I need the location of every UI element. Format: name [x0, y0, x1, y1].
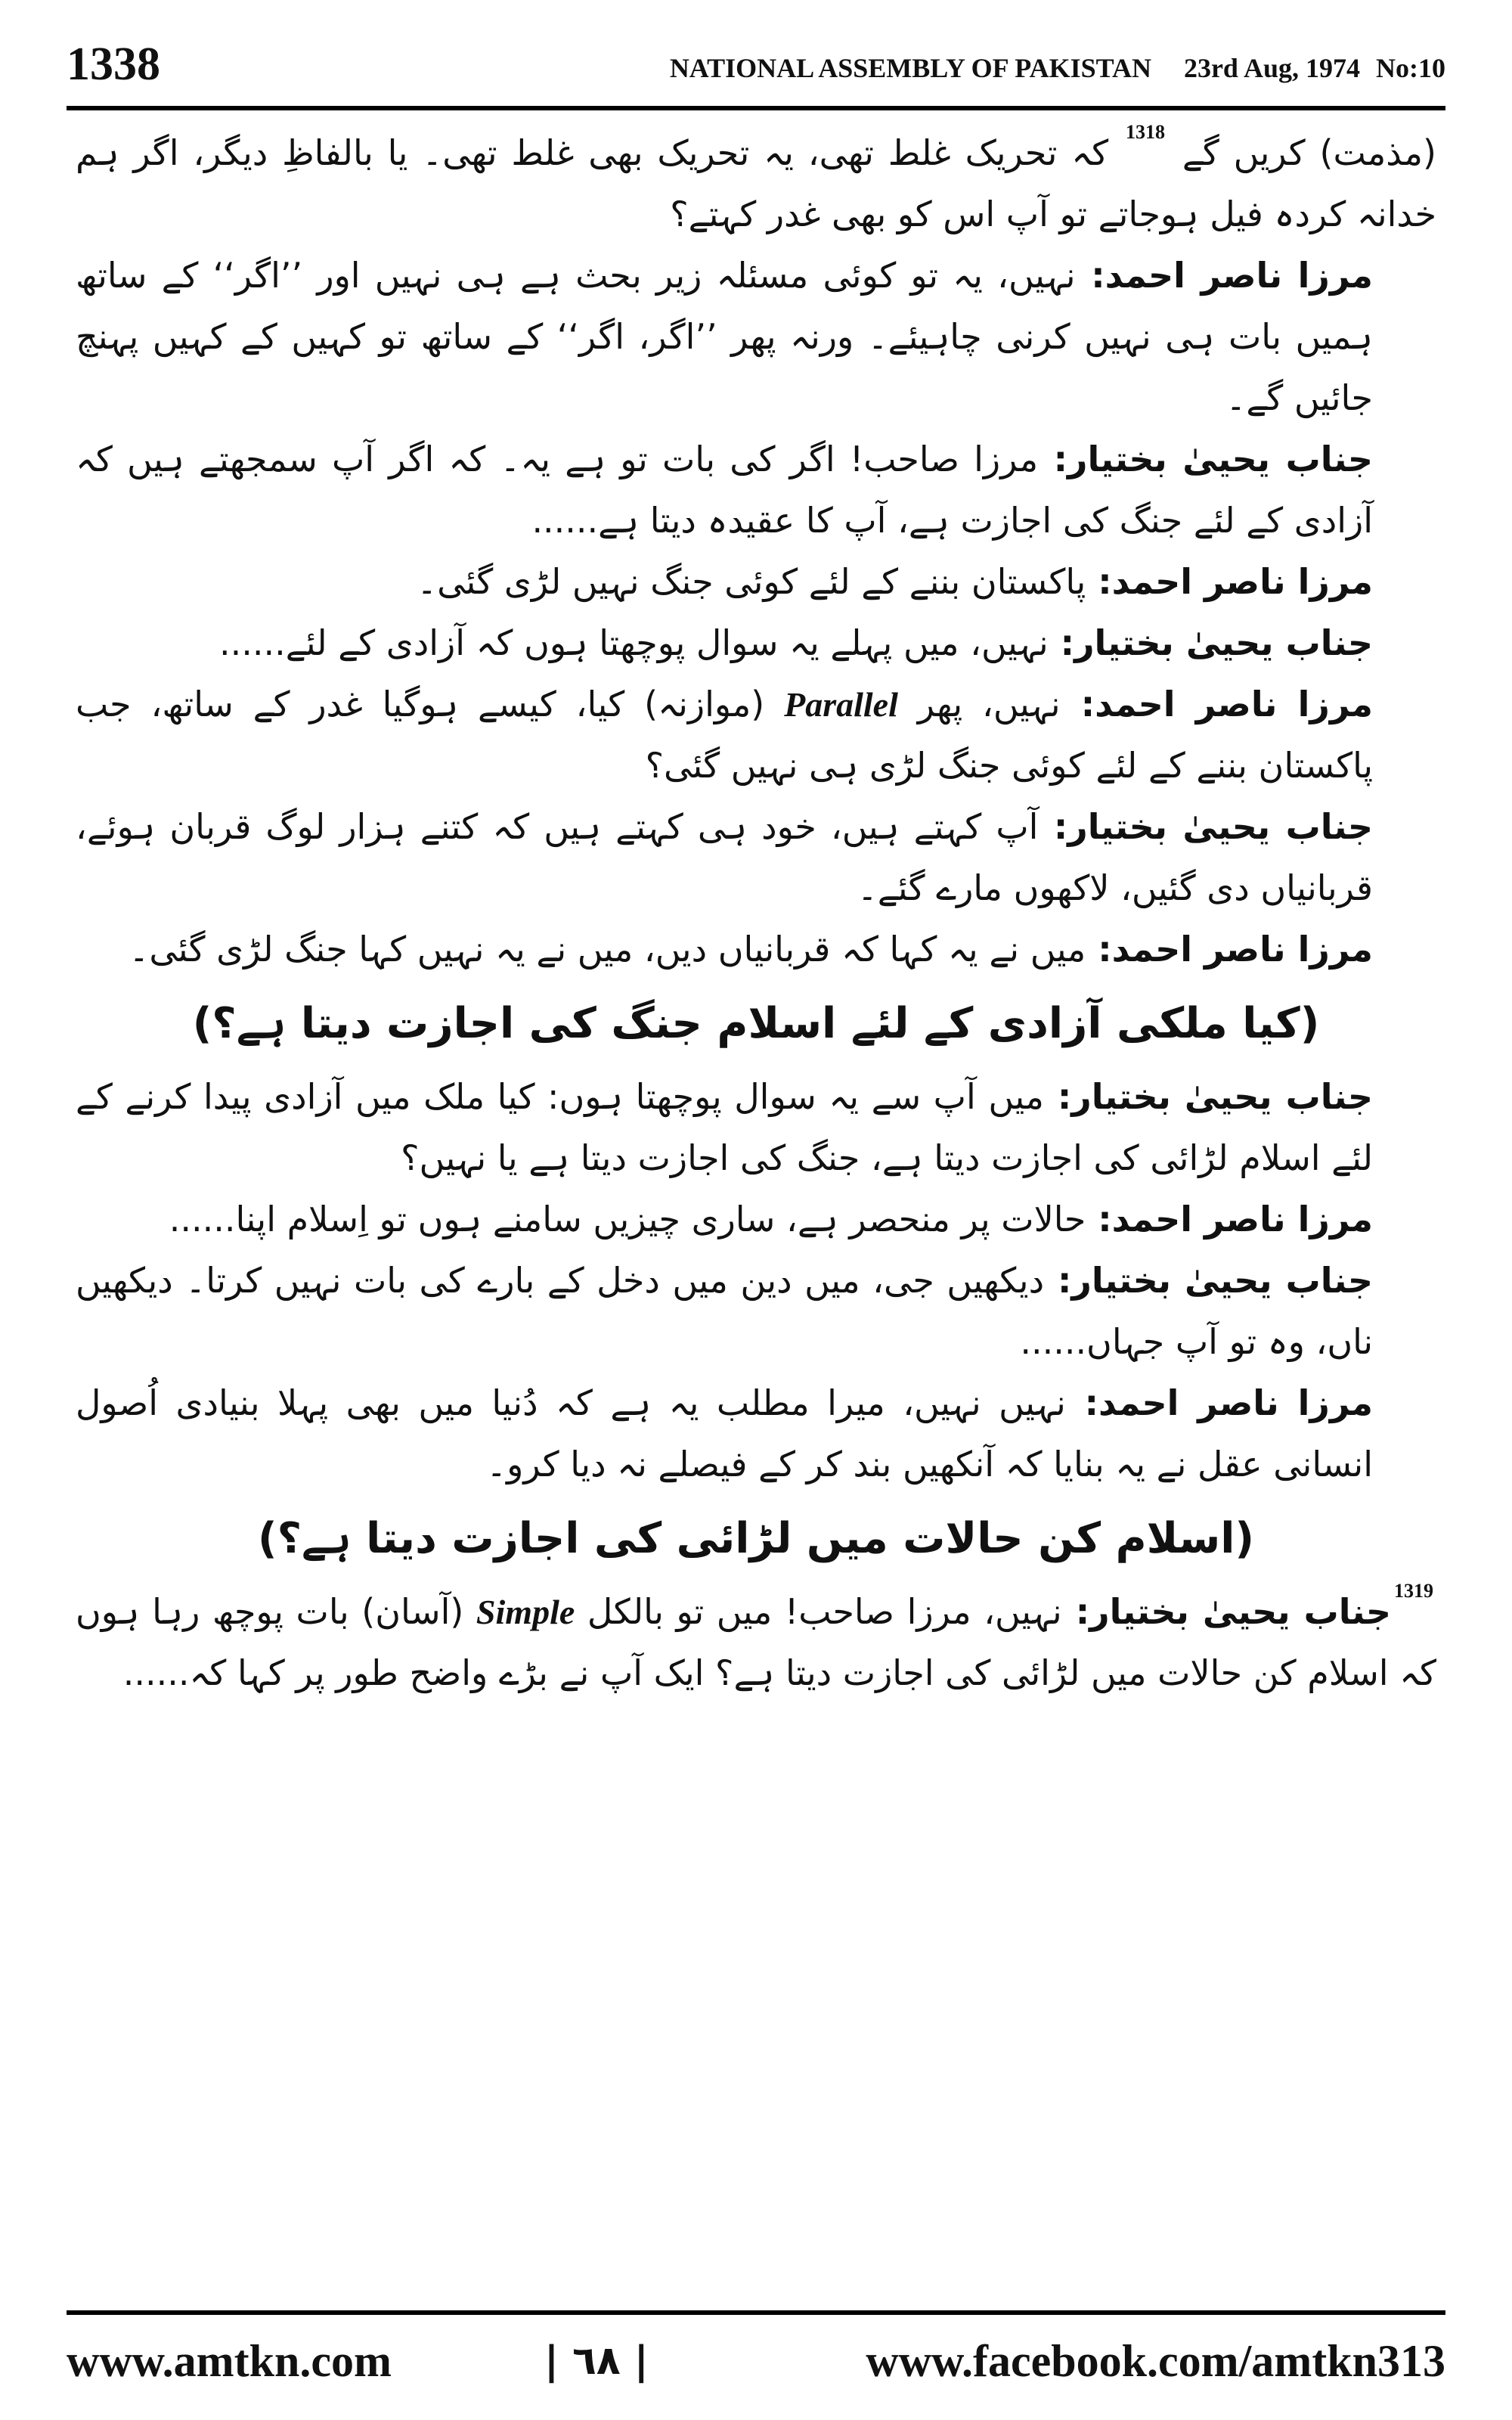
speech-paragraph: [76, 674, 1436, 796]
speech-paragraph: [76, 551, 1436, 613]
speaker-name: مرزا ناصر احمد:: [1098, 1199, 1373, 1239]
speech-text: پاکستان بننے کے لئے کوئی جنگ نہیں لڑی گئی۔: [417, 561, 1086, 602]
assembly-name: NATIONAL ASSEMBLY OF PAKISTAN: [669, 53, 1151, 83]
speech-text-end: (آسان) بات پوچھ رہا ہوں کہ اسلام کن حالات میں لڑائی کی اجازت دیتا ہے؟ ایک آپ نے بڑے واضح طور پر کہا کہ......: [76, 1591, 1436, 1693]
speaker-name: جناب یحییٰ بختیار:: [1057, 1260, 1374, 1301]
speech-paragraph: [76, 1189, 1436, 1250]
speech-paragraph: [76, 1250, 1436, 1373]
urdu-page-number: | ٦٨ |: [544, 2338, 649, 2384]
speech-text: دیکھیں جی، میں دین میں دخل کے بارے کی بات نہیں کرتا۔ دیکھیں ناں، وہ تو آپ جہاں......: [76, 1260, 1373, 1362]
speaker-name: مرزا ناصر احمد:: [1091, 255, 1374, 296]
speaker-name: جناب یحییٰ بختیار:: [1053, 806, 1374, 847]
session-date: 23rd Aug, 1974: [1183, 53, 1360, 83]
speech-text: حالات پر منحصر ہے، ساری چیزیں سامنے ہوں تو اِسلام اپنا......: [169, 1199, 1086, 1239]
english-term: Parallel: [784, 685, 898, 724]
speech-text: نہیں، میں پہلے یہ سوال پوچھتا ہوں کہ آزادی کے لئے......: [219, 622, 1049, 663]
speech-text: نہیں، یہ تو کوئی مسئلہ زیر بحث ہے ہی نہیں اور ’’اگر‘‘ کے ساتھ ہمیں بات ہی نہیں کرنی چاہیئے۔ ورنہ پھر ’’اگر، اگر‘‘ کے ساتھ تو کہیں کے کہیں پہنچ جائیں گے۔: [76, 255, 1373, 418]
speech-text: آپ کہتے ہیں، خود ہی کہتے ہیں کہ کتنے ہزار لوگ قربان ہوئے، قربانیاں دی گئیں، لاکھوں مارے گئے۔: [76, 806, 1373, 908]
page-footer: [67, 2325, 1445, 2397]
paragraph-text-end: کہ تحریک غلط تھی، یہ تحریک بھی غلط تھی۔ یا بالفاظِ دیگر، اگر ہم خدانہ کردہ فیل ہوجاتے تو آپ اس کو بھی غدر کہتے؟: [76, 132, 1436, 234]
speech-text: مرزا صاحب! اگر کی بات تو ہے یہ۔ کہ اگر آپ سمجھتے ہیں کہ آزادی کے لئے جنگ کی اجازت ہے، آپ کا عقیدہ دیتا ہے......: [76, 439, 1373, 541]
speech-text-start: نہیں، مرزا صاحب! میں تو بالکل: [587, 1591, 1062, 1632]
speech-paragraph: [76, 796, 1436, 919]
footnote-marker-1319: 1319: [1394, 1580, 1434, 1602]
speaker-name: مرزا ناصر احمد:: [1080, 684, 1373, 724]
page-number: 1338: [67, 39, 160, 90]
section-heading: (اسلام کن حالات میں لڑائی کی اجازت دیتا ہے؟): [257, 1514, 1255, 1563]
speaker-name: جناب یحییٰ بختیار:: [1075, 1591, 1392, 1632]
paragraph-text-start: (مذمت) کریں گے: [1182, 132, 1436, 173]
speech-paragraph: [76, 245, 1436, 429]
speaker-name: جناب یحییٰ بختیار:: [1057, 1076, 1374, 1117]
paragraph-continuation: [76, 123, 1436, 245]
speech-text: میں آپ سے یہ سوال پوچھتا ہوں: کیا ملک میں آزادی پیدا کرنے کے لئے اسلام لڑائی کی اجازت دیتا ہے، جنگ کی اجازت دیتا ہے یا نہیں؟: [76, 1076, 1373, 1178]
section-heading: (کیا ملکی آزادی کے لئے اسلام جنگ کی اجازت دیتا ہے؟): [192, 999, 1320, 1048]
speaker-name: مرزا ناصر احمد:: [1098, 561, 1373, 602]
speech-paragraph: [76, 1066, 1436, 1189]
footer-rule: [67, 2310, 1445, 2315]
speech-text: نہیں نہیں، میرا مطلب یہ ہے کہ دُنیا میں بھی پہلا بنیادی اُصول انسانی عقل نے یہ بنایا کہ آنکھیں بند کر کے فیصلے نہ دیا کرو۔: [76, 1382, 1373, 1485]
speaker-name: جناب یحییٰ بختیار:: [1060, 622, 1373, 663]
speech-paragraph: [76, 1373, 1436, 1495]
speaker-name: مرزا ناصر احمد:: [1098, 929, 1373, 970]
speech-paragraph: [76, 613, 1436, 674]
speaker-name: جناب یحییٰ بختیار:: [1053, 439, 1373, 479]
session-number: No:10: [1376, 53, 1445, 83]
website-link[interactable]: www.amtkn.com: [67, 2336, 392, 2386]
footnote-marker-1318: 1318: [1126, 123, 1165, 143]
speech-text-start: نہیں، پھر: [917, 684, 1061, 724]
running-title: [670, 38, 1445, 98]
transcript-body: [76, 123, 1436, 2293]
speech-text: میں نے یہ کہا کہ قربانیاں دیں، میں نے یہ نہیں کہا جنگ لڑی گئی۔: [129, 929, 1086, 970]
speech-paragraph: [76, 919, 1436, 980]
header-rule: [67, 106, 1445, 110]
speech-paragraph: [76, 1581, 1436, 1704]
english-term: Simple: [476, 1593, 575, 1631]
speaker-name: مرزا ناصر احمد:: [1084, 1382, 1374, 1423]
facebook-link[interactable]: www.facebook.com/amtkn313: [866, 2336, 1445, 2386]
speech-paragraph: [76, 429, 1436, 551]
speech-text-end: (موازنہ) کیا، کیسے ہوگیا غدر کے ساتھ، جب پاکستان بننے کے لئے کوئی جنگ لڑی ہی نہیں گئی؟: [76, 684, 1373, 786]
page-header: [67, 30, 1445, 98]
